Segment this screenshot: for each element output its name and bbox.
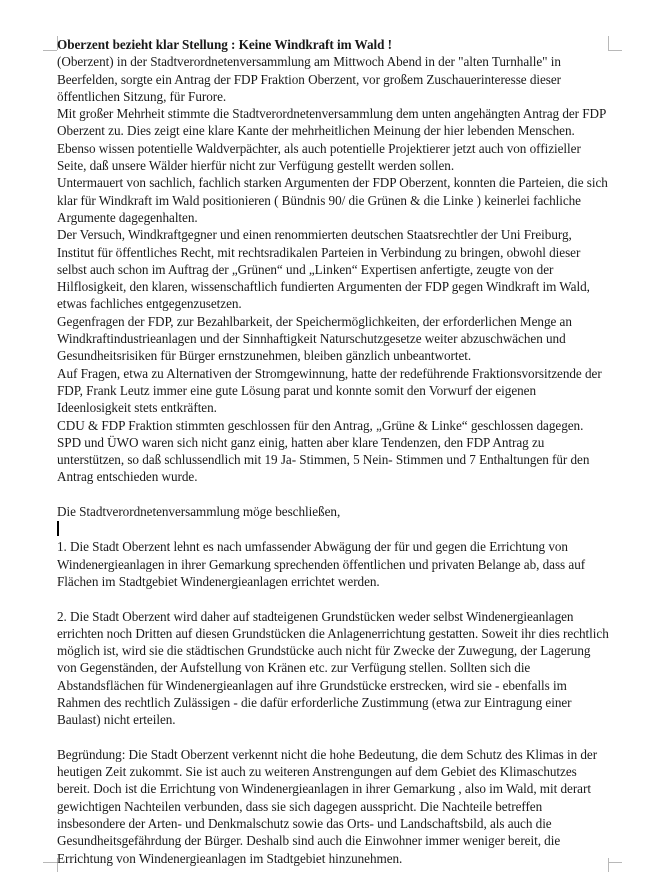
article-paragraph-3: Ebenso wissen potentielle Waldverpächter, als auch potentielle Projektierer jetzt auch von offizieller Seite, daß unsere Wälder hierfür nicht zur Verfügung gestellt werden sollen. — [57, 140, 581, 174]
article-paragraph-5: Der Versuch, Windkraftgegner und einen renommierten deutschen Staatsrechtler der Uni Freiburg, Institut für öffentliches Recht, mit rechtsradikalen Parteien in Verbindung zu bringen, obwohl dieser selbst auch schon im Auftrag der „Grünen“ und „Linken“ Expertisen anfertigte, zeugte von der Hilflosigkeit, den klaren, wissenschaftlich fundierten Argumenten der FDP gegen Windkraft im Wald, etwas fachliches entgegenzusetzen. — [57, 227, 590, 312]
document-title: Oberzent bezieht klar Stellung : Keine Windkraft im Wald ! — [57, 37, 392, 52]
motion-intro: Die Stadtverordnetenversammlung möge beschließen, — [57, 504, 341, 520]
motion-point-2: 2. Die Stadt Oberzent wird daher auf stadteigenen Grundstücken weder selbst Windenergieanlagen errichten noch Dritten auf diesen Grundstücken die Anlagenerrichtung gestatten. Soweit ihr dies rechtlich möglich ist, wird sie die städtischen Grundstücke auch nicht für Zwecke der Zuwegung, der Lagerung von Gegenständen, der Aufstellung von Kränen etc. zur Verfügung stellen. Sollten sich die Abstandsflächen für Windenergieanlagen auf ihre Grundstücke erstrecken, wird sie - ebenfalls im Rahmen des rechtlich Zulässigen - die dafür erforderliche Zustimmung (etwa zur Eintragung einer Baulast) nicht erteilen. — [57, 608, 609, 728]
paragraph-spacer — [57, 590, 609, 607]
paragraph-spacer — [57, 729, 609, 746]
article-paragraph-8: CDU & FDP Fraktion stimmten geschlossen für den Antrag, „Grüne & Linke“ geschlossen dagegen. SPD und ÜWO waren sich nicht ganz einig, hatten aber klare Tendenzen, den FDP Antrag zu unterstützen, so daß schlussendlich mit 19 Ja- Stimmen, 5 Nein- Stimmen und 7 Enthaltungen für den Antrag entschieden wurde. — [57, 417, 590, 485]
article-paragraph-6: Gegenfragen der FDP, zur Bezahlbarkeit, der Speichermöglichkeiten, der erforderlichen Menge an Windkraftindustrieanlagen und der Sinnhaftigkeit Naturschutzgesetze weiter abzuschwächen und Gesundheitsrisiken für Bürger ernstzunehmen, bleiben gänzlich unbeantwortet. — [57, 313, 572, 364]
crop-mark-bottom-left-h — [43, 862, 57, 863]
article-paragraph-1: (Oberzent) in der Stadtverordnetenversammlung am Mittwoch Abend in der "alten Turnhalle" in Beerfelden, sorgte ein Antrag der FDP Fraktion Oberzent, vor großem Zuschauerinteresse dieser öffentlichen Sitzung, für Furore. — [57, 54, 562, 104]
article-paragraph-4: Untermauert von sachlich, fachlich starken Argumenten der FDP Oberzent, konnten die Parteien, die sich klar für Windkraft im Wald positionieren ( Bündnis 90/ die Grünen & die Linke ) keinerlei fachliche Argumente dagegenhalten. — [57, 175, 608, 225]
article-paragraph-2: Mit großer Mehrheit stimmte die Stadtverordnetenversammlung dem unten angehängten Antrag der FDP Oberzent zu. Dies zeigt eine klare Kante der mehrheitlichen Meinung der hier lebenden Menschen. — [57, 106, 606, 139]
article-paragraph-7: Auf Fragen, etwa zu Alternativen der Stromgewinnung, hatte der redeführende Fraktionsvorsitzende der FDP, Frank Leutz immer eine gute Lösung parat und konnte somit den Vorwurf der eigenen Ideenlosigkeit stets entkräften. — [57, 365, 602, 416]
crop-mark-bottom-right-h — [608, 862, 622, 863]
crop-mark-top-right-h — [608, 50, 622, 51]
justification-paragraph: Begründung: Die Stadt Oberzent verkennt nicht die hohe Bedeutung, die dem Schutz des Klimas in der heutigen Zeit zukommt. Sie ist auch zu weiteren Anstrengungen auf dem Gebiet des Klimaschutzes bereit. Doch ist die Errichtung von Windenergieanlagen in ihrer Gemarkung , also im Wald, mit derart gewichtigen Nachteilen verbunden, dass sie sich dagegen ausspricht. Die Nachteile betreffen insbesondere der Arten- und Denkmalschutz sowie das Orts- und Landschaftsbild, als auch die Gesundheitsgefährdung der Bürger. Deshalb sind auch die Einwohner immer weniger bereit, die Errichtung von Windenergieanlagen im Stadtgebiet hinzunehmen. — [57, 746, 598, 866]
paragraph-spacer — [57, 486, 609, 503]
crop-mark-top-left-h — [43, 50, 57, 51]
text-cursor — [57, 521, 59, 536]
document-text-area[interactable] — [57, 36, 609, 867]
motion-point-1: 1. Die Stadt Oberzent lehnt es nach umfassender Abwägung der für und gegen die Errichtung von Windenergieanlagen in ihrer Gemarkung sprechenden öffentlichen und privaten Belange ab, dass auf Flächen im Stadtgebiet Windenergieanlagen errichtet werden. — [57, 539, 586, 589]
